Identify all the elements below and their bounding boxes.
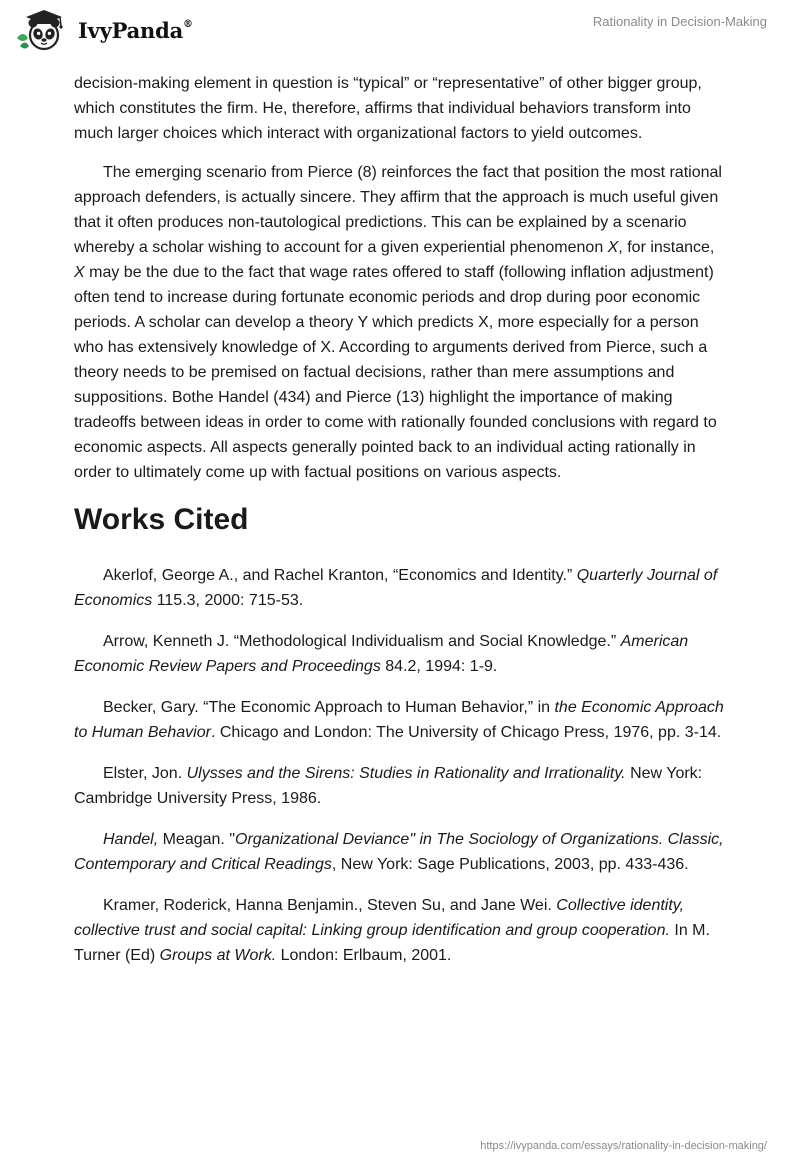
running-title: Rationality in Decision-Making [592,14,767,29]
citation-item: Handel, Meagan. "Organizational Deviance" in The Sociology of Organizations. Classic, Contemporary and Critical Readings, New York: Sage Publications, 2003, pp. 433-436. [74,831,724,873]
works-cited-heading: Works Cited [74,503,249,536]
brand-name: IvyPanda® [78,17,193,43]
page-header [0,0,800,70]
citation-item: Elster, Jon. Ulysses and the Sirens: Studies in Rationality and Irrationality. New York: Cambridge University Press, 1986. [74,765,703,807]
body-paragraph: decision-making element in question is “typical” or “representative” of other bigger group, which constitutes the firm. He, therefore, affirms that individual behaviors transform into much larger choices which interact with organizational factors to yield outcomes. [74,75,702,142]
ivypanda-logo[interactable] [14,8,193,52]
source-url[interactable]: https://ivypanda.com/essays/rationality-in-decision-making/ [480,1140,767,1152]
citation-item: Kramer, Roderick, Hanna Benjamin., Steven Su, and Jane Wei. Collective identity, collective trust and social capital: Linking group identification and group cooperation. In M. Turner (Ed) Groups at Work. London: Erlbaum, 2001. [74,897,710,964]
citation-item: Akerlof, George A., and Rachel Kranton, “Economics and Identity.” Quarterly Journal of Economics 115.3, 2000: 715-53. [74,567,718,609]
body-paragraph: The emerging scenario from Pierce (8) reinforces the fact that position the most rational approach defenders, is actually sincere. They affirm that the approach is much useful given that it often produces non-tautological predictions. This can be explained by a scenario whereby a scholar wishing to account for a given experiential phenomenon X, for instance, X may be the due to the fact that wage rates offered to staff (following inflation adjustment) often tend to increase during fortunate economic periods and drop during poor economic periods. A scholar can develop a theory Y which predicts X, more especially for a person who has extensively knowledge of X. According to arguments derived from Pierce, such a theory needs to be premised on factual decisions, rather than mere assumptions and suppositions. Bothe Handel (434) and Pierce (13) highlight the importance of making tradeoffs between ideas in order to come with rationally founded conclusions with regard to economic aspects. All aspects generally pointed back to an individual acting rationally in order to ultimately come up with factual positions on various aspects. [74,164,722,481]
citation-item: Becker, Gary. “The Economic Approach to Human Behavior,” in the Economic Approach to Human Behavior. Chicago and London: The University of Chicago Press, 1976, pp. 3-14. [74,699,724,741]
panda-logo-icon [14,8,72,52]
citation-item: Arrow, Kenneth J. “Methodological Individualism and Social Knowledge.” American Economic Review Papers and Proceedings 84.2, 1994: 1-9. [74,633,689,675]
essay-content [74,71,726,984]
